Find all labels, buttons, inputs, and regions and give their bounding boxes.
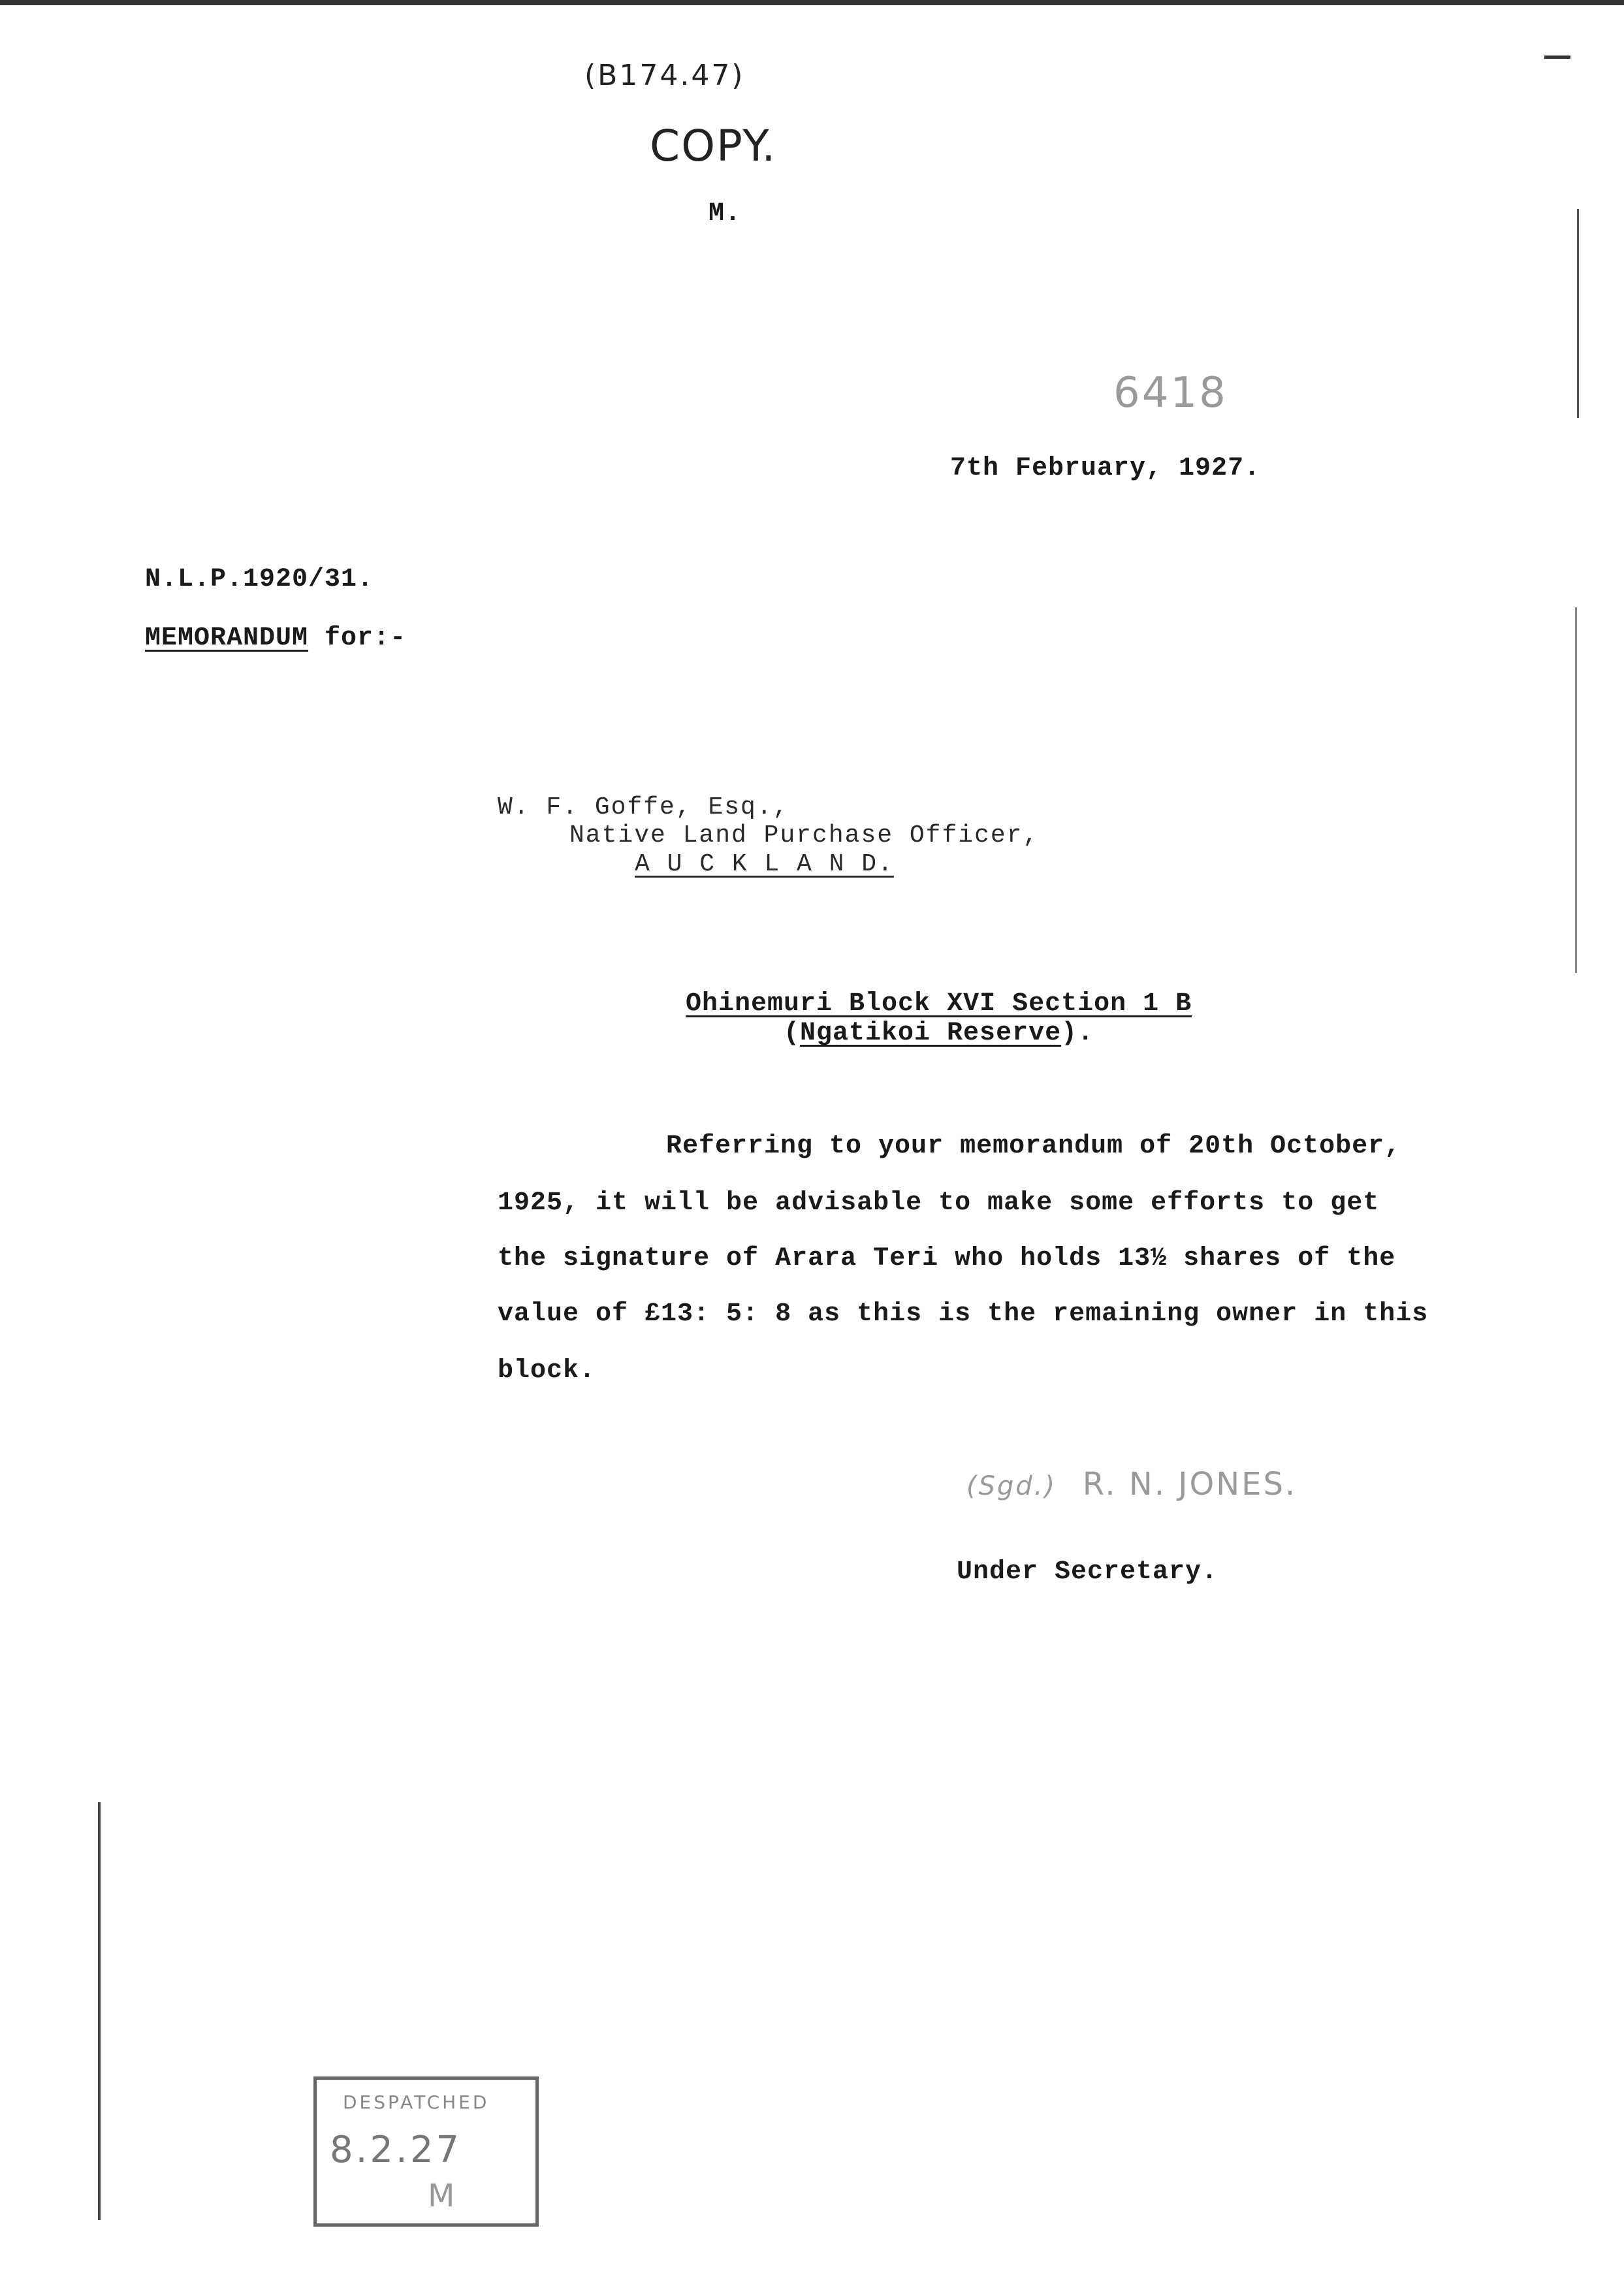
top-edge-rule	[0, 0, 1624, 5]
memorandum-label: MEMORANDUM	[145, 624, 309, 653]
body-line-4: value of £13: 5: 8 as this is the remaining owner in this	[498, 1299, 1429, 1329]
subject-line-1: Ohinemuri Block XVI Section 1 B	[686, 989, 1192, 1019]
body-line-5: block.	[498, 1356, 596, 1386]
signature-name: R. N. JONES.	[1082, 1466, 1298, 1503]
body-line-1: Referring to your memorandum of 20th October,	[666, 1132, 1401, 1161]
right-margin-mark	[1575, 607, 1577, 973]
copy-label: COPY.	[650, 121, 777, 171]
signature-block	[966, 1466, 1297, 1503]
file-reference-handwritten: (B174.47)	[584, 59, 745, 92]
addressee-place: A U C K L A N D.	[635, 850, 894, 878]
despatched-stamp	[313, 2076, 539, 2227]
subject-reserve-name: Ngatikoi Reserve	[800, 1019, 1062, 1048]
memorandum-heading	[145, 624, 406, 653]
left-margin-mark	[98, 1802, 101, 2220]
top-right-corner-mark	[1544, 56, 1570, 59]
stamp-label: DESPATCHED	[343, 2091, 490, 2113]
faint-number-mark: 6418	[1113, 369, 1228, 417]
subject-paren-close: ).	[1061, 1019, 1094, 1048]
addressee-title: Native Land Purchase Officer,	[569, 821, 1040, 850]
memo-date: 7th February, 1927.	[950, 454, 1261, 483]
file-number: N.L.P.1920/31.	[145, 565, 374, 594]
signature-prefix: (Sgd.)	[966, 1471, 1057, 1501]
subject-line-2	[784, 1019, 1094, 1048]
memorandum-suffix: for:-	[308, 624, 407, 653]
body-line-3: the signature of Arara Teri who holds 13½ shares of the	[498, 1244, 1396, 1273]
subject-paren-open: (	[784, 1019, 801, 1048]
signatory-title: Under Secretary.	[957, 1557, 1218, 1587]
stamp-date: 8.2.27	[330, 2129, 462, 2171]
stamp-initials: M	[428, 2178, 455, 2214]
addressee-name: W. F. Goffe, Esq.,	[498, 793, 789, 821]
body-line-2: 1925, it will be advisable to make some efforts to get	[498, 1188, 1380, 1218]
right-margin-mark	[1577, 209, 1579, 418]
initial-mark: M.	[709, 199, 742, 229]
